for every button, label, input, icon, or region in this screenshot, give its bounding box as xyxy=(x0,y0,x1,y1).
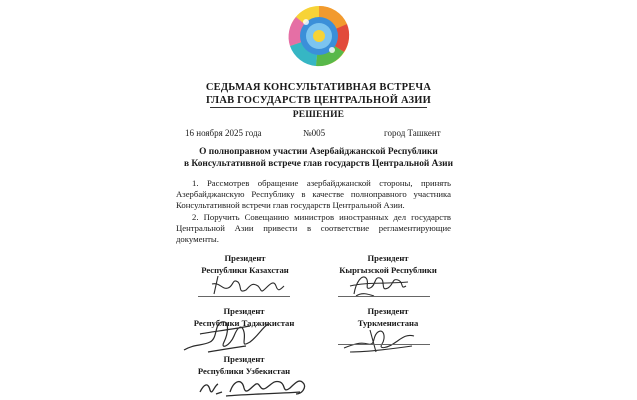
doc-number: №005 xyxy=(303,128,326,138)
signature-uz xyxy=(196,372,312,400)
signature-line-kz xyxy=(198,296,290,297)
signatory-tm-country: Туркменистана xyxy=(357,317,419,328)
signatory-tj-country: Республики Таджикистан xyxy=(193,317,295,328)
signatory-kg-role: Президент xyxy=(367,253,409,263)
signatory-tm-role: Президент xyxy=(367,306,409,316)
decision-body xyxy=(176,178,451,245)
subject-line-1: О полноправном участии Азербайджанской Республики xyxy=(199,147,438,157)
header-rule xyxy=(210,107,427,108)
doc-date: 16 ноября 2025 года xyxy=(185,128,262,138)
signature-tm xyxy=(340,322,420,356)
signatory-uz-role: Президент xyxy=(223,354,265,364)
doc-type: РЕШЕНИЕ xyxy=(292,110,345,120)
signature-tj xyxy=(180,316,275,358)
subject-line-2: в Консультативной встрече глав государств Центральной Азии xyxy=(184,159,453,169)
paragraph-1: 1. Рассмотрев обращение азербайджанской стороны, принять Азербайджанскую Республику в качестве полноправного участника Консультативной встречи глав государств Центральной Азии. xyxy=(176,178,451,211)
signatory-kg-country: Кыргызской Республики xyxy=(339,264,437,275)
signatory-kz-role: Президент xyxy=(224,253,266,263)
signature-line-kg xyxy=(338,296,430,297)
summit-logo xyxy=(276,2,362,70)
title-line-2: ГЛАВ ГОСУДАРСТВ ЦЕНТРАЛЬНОЙ АЗИИ xyxy=(206,95,431,106)
paragraph-2: 2. Поручить Совещанию министров иностранных дел государств Центральной Азии привести в соответствие регламентирующие документы. xyxy=(176,211,451,245)
signature-line-tm xyxy=(338,344,430,345)
doc-place: город Ташкент xyxy=(384,128,441,138)
title-line-1: СЕДЬМАЯ КОНСУЛЬТАТИВНАЯ ВСТРЕЧА xyxy=(205,82,432,93)
signatory-tj-role: Президент xyxy=(223,306,265,316)
signatory-kz-country: Республики Казахстан xyxy=(201,264,289,275)
signatory-uz-country: Республики Узбекистан xyxy=(197,365,291,376)
summit-emblem-icon xyxy=(276,2,362,70)
